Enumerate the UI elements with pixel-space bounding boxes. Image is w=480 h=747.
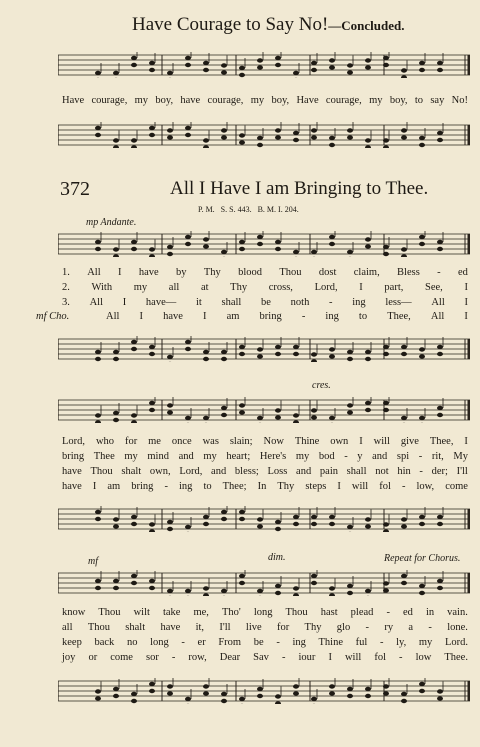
page-header [132,14,405,36]
system3-verse1 [62,607,468,618]
lyric-syllable: long [150,637,169,648]
lyric-syllable: Thee [93,451,115,462]
lyric-syllable: back [94,637,115,648]
lyric-syllable: am [226,311,240,322]
lyric-syllable: ing [325,311,339,322]
lyric-syllable: boy, [271,95,290,106]
lyric-syllable: All [430,311,445,322]
lyric-syllable: Thou [87,622,110,633]
lyric-syllable: joy [62,652,76,663]
system1-verse2 [62,282,468,293]
lyric-syllable: Thou [285,607,308,618]
lyric-syllable: ly, [396,637,407,648]
lyric-syllable: have [62,481,82,492]
lyric-syllable: Thine [294,436,320,447]
lyric-syllable: - [329,297,333,308]
system2-verse2 [62,451,468,462]
lyric-syllable: not [375,466,389,477]
lyric-syllable: a [408,622,414,633]
lyric-syllable: I'll [219,622,231,633]
lyric-syllable: My [453,451,468,462]
lyric-syllable: Thy [304,622,322,633]
lyric-syllable: hast [320,607,338,618]
lyric-syllable: der; [431,466,448,477]
lyric-syllable: part, [384,282,404,293]
repeat-marking: Repeat for Chorus. [384,553,461,564]
hymn-references: P. M. S. S. 443. B. M. I. 204. [198,205,299,214]
system3-chorus [62,652,468,663]
lyric-syllable: slain; [229,436,253,447]
lyric-syllable: - [164,481,168,492]
lyric-syllable: was [202,436,219,447]
lyric-syllable: Lord, [62,436,86,447]
lyric-syllable: my [418,637,433,648]
lyric-syllable: From [218,637,242,648]
lyric-syllable: once [171,436,192,447]
lyric-syllable: my [203,451,217,462]
lyric-syllable: pain [319,466,338,477]
lyric-syllable: In [257,481,267,492]
lyric-syllable: No! [451,95,468,106]
hymn-title: All I Have I am Bringing to Thee. [170,178,429,199]
lyric-syllable: have [163,311,183,322]
lyric-syllable: courage, [207,95,244,106]
lyric-syllable: I [464,297,468,308]
lyric-syllable: be [261,297,271,308]
lyric-syllable: Lord, [314,282,338,293]
lyric-syllable: long [253,607,273,618]
lyric-syllable: hin [397,466,411,477]
lyric-syllable: know [62,607,86,618]
lyric-syllable: All [89,297,103,308]
lyric-syllable: Thou [279,267,302,278]
lyric-syllable: fol [379,481,391,492]
lyric-syllable: ed [402,607,413,618]
lyric-syllable: - [386,607,390,618]
lyric-syllable: and [372,451,388,462]
lyric-syllable: it, [195,622,205,633]
lyric-syllable: - [301,311,306,322]
system2-treble-staff [58,397,470,423]
lyric-syllable: to [203,481,212,492]
lyric-syllable: or [88,652,98,663]
lyric-syllable: 2. [62,282,70,293]
lyric-syllable: courage, [325,95,362,106]
lyric-syllable: have [62,466,82,477]
lyric-syllable: Here's [259,451,287,462]
lyric-syllable: ing [292,637,306,648]
system2-verse1 [62,436,468,447]
lyric-syllable: for [276,622,290,633]
lyric-syllable: wilt [133,607,150,618]
lyric-syllable: dost [318,267,337,278]
lyric-syllable: I [359,282,363,293]
lyric-syllable: vain. [447,607,468,618]
system1-treble-staff [58,231,470,257]
lyric-syllable: boy, [155,95,174,106]
lyric-syllable: less— [385,297,412,308]
lyric-syllable: mind [147,451,169,462]
lyric-syllable: boy, [389,95,408,106]
lyric-syllable: spi [396,451,410,462]
lyric-syllable: Now [263,436,284,447]
lyric-syllable: I [337,481,341,492]
lyric-syllable: come [445,481,468,492]
system3-verse2 [62,622,468,633]
lyric-syllable: All [431,297,445,308]
lyric-syllable: to [358,311,368,322]
lyric-syllable: I [92,481,97,492]
lyric-syllable: - [379,637,384,648]
lyric-syllable: I [139,311,144,322]
lyric-syllable: I [464,436,468,447]
lyric-syllable: it [195,297,202,308]
lyric-syllable: have [160,622,181,633]
lyric-syllable: low, [416,481,435,492]
lyric-syllable: heart; [226,451,251,462]
lyric-syllable: Thee, [387,311,411,322]
lyric-syllable: Thine [318,637,344,648]
lyric-syllable: 3. [62,297,70,308]
lyric-syllable: ful [355,637,368,648]
lyric-syllable: - [365,622,370,633]
lyric-syllable: I [464,282,468,293]
lyric-syllable: - [281,652,286,663]
lyric-syllable: - [399,652,403,663]
lyric-syllable: give [400,436,419,447]
lyric-syllable: Have [62,95,85,106]
lyric-syllable: With [91,282,113,293]
header-suffix: —Concluded. [328,18,405,33]
top-treble-staff [58,52,470,78]
lyric-syllable: keep [62,637,82,648]
lyric-syllable: and [211,466,227,477]
lyric-syllable: - [419,466,423,477]
lyric-syllable: my [250,95,265,106]
lyric-syllable: rit, [431,451,444,462]
lyric-syllable: steps [305,481,327,492]
lyric-syllable: own [330,436,349,447]
lyric-syllable: er [197,637,206,648]
lyric-syllable: Thou [98,607,121,618]
lyric-syllable: all [62,622,73,633]
lyric-syllable: ing [178,481,193,492]
system2-bass-staff [58,506,470,532]
lyric-syllable: cross, [268,282,293,293]
lyric-syllable: Thou [90,466,113,477]
lyric-syllable: I [203,311,207,322]
lyric-syllable: my [134,95,149,106]
lyric-syllable: be [253,637,264,648]
lyric-syllable: I'll [456,466,468,477]
lyric-syllable: Tho' [221,607,241,618]
lyric-syllable: - [437,267,441,278]
system1-verse1 [62,267,468,278]
lyric-syllable: my [124,451,138,462]
lyric-syllable: fol [374,652,387,663]
mf-marking: mf [88,556,98,567]
system3-verse3 [62,637,468,648]
lyric-syllable: will [373,436,390,447]
lyric-syllable: - [418,451,423,462]
lyric-syllable: will [351,481,369,492]
lyric-syllable: am [107,481,121,492]
system1-chorus [106,311,468,322]
lyric-syllable: Lord, [179,466,203,477]
lyric-syllable: my [295,451,310,462]
lyric-syllable: my [133,282,148,293]
lyric-syllable: shalt [121,466,142,477]
lyric-syllable: have [138,267,159,278]
lyric-syllable: I [117,267,122,278]
lyric-syllable: low [415,652,432,663]
lyric-syllable: row, [188,652,207,663]
lyric-syllable: will [344,652,362,663]
system3-bass-staff [58,678,470,704]
lyric-syllable: shall [221,297,242,308]
lyric-syllable: glo [336,622,351,633]
lyric-syllable: bless; [234,466,259,477]
lyric-syllable: have [180,95,201,106]
lyric-syllable: See, [425,282,443,293]
lyric-syllable: to [414,95,424,106]
system2-verse3 [62,466,468,477]
lyric-syllable: bring [131,481,154,492]
crescendo-marking: cres. [312,380,331,391]
lyric-syllable: and [178,451,194,462]
chorus-marking: mf Cho. [36,311,70,322]
lyric-syllable: my [369,95,383,106]
lyric-syllable: Thee. [444,652,468,663]
lyric-syllable: Sav [253,652,269,663]
lyric-syllable: and [296,466,312,477]
lyric-syllable: All [106,311,120,322]
lyric-syllable: sor [146,652,159,663]
lyric-syllable: bod [318,451,335,462]
header-title: Have Courage to Say No! [132,14,329,35]
lyric-syllable: no [126,637,138,648]
lyric-syllable: - [171,652,176,663]
system1-verse3 [62,297,468,308]
lyric-syllable: say [430,95,445,106]
lyric-syllable: take [162,607,181,618]
lyric-syllable: I [122,297,127,308]
lyric-syllable: I [464,311,468,322]
lyric-syllable: who [95,436,115,447]
lyric-syllable: Loss [267,466,288,477]
lyric-syllable: noth [290,297,310,308]
lyric-syllable: in [425,607,435,618]
lyric-syllable: y [357,451,363,462]
lyric-syllable: shalt [125,622,146,633]
lyric-syllable: lone. [447,622,468,633]
tempo-marking: mp Andante. [86,217,137,228]
lyric-syllable: me [148,436,161,447]
lyric-syllable: shall [346,466,367,477]
lyric-syllable: I [359,436,363,447]
system3-treble-staff [58,570,470,596]
lyric-syllable: ing [352,297,366,308]
lyric-syllable: Thee; [222,481,247,492]
lyric-syllable: at [200,282,209,293]
lyric-syllable: - [428,622,432,633]
lyric-syllable: own, [149,466,171,477]
lyric-syllable: Thee, [429,436,454,447]
lyric-syllable: ed [458,267,468,278]
lyric-syllable: I [328,652,332,663]
lyric-syllable: Thy [277,481,295,492]
lyric-syllable: courage, [91,95,128,106]
lyric-syllable: - [276,637,280,648]
lyric-syllable: - [181,637,185,648]
lyric-syllable: blood [238,267,263,278]
lyric-syllable: have— [145,297,177,308]
lyric-syllable: ry [384,622,394,633]
lyric-syllable: Lord. [444,637,468,648]
lyric-syllable: claim, [353,267,380,278]
lyric-syllable: Dear [219,652,241,663]
hymn-number: 372 [60,178,90,200]
lyric-syllable: me, [193,607,209,618]
top-bass-staff [58,122,470,148]
lyric-syllable: Thy [203,267,221,278]
lyric-syllable: bring [62,451,85,462]
system1-bass-staff [58,336,470,362]
dim-marking: dim. [268,552,286,563]
lyric-syllable: iour [298,652,316,663]
lyric-syllable: Bless [397,267,420,278]
lyric-syllable: live [245,622,262,633]
lyric-syllable: All [87,267,101,278]
lyric-syllable: Thy [230,282,248,293]
lyric-syllable: by [176,267,187,278]
top-lyric-line [62,95,468,106]
lyric-syllable: come [110,652,133,663]
lyric-syllable: bring [259,311,282,322]
lyric-syllable: - [344,451,348,462]
lyric-syllable: - [401,481,406,492]
lyric-syllable: plead [350,607,374,618]
lyric-syllable: Have [296,95,319,106]
system2-chorus [62,481,468,492]
lyric-syllable: all [168,282,180,293]
lyric-syllable: 1. [62,267,70,278]
lyric-syllable: for [124,436,138,447]
